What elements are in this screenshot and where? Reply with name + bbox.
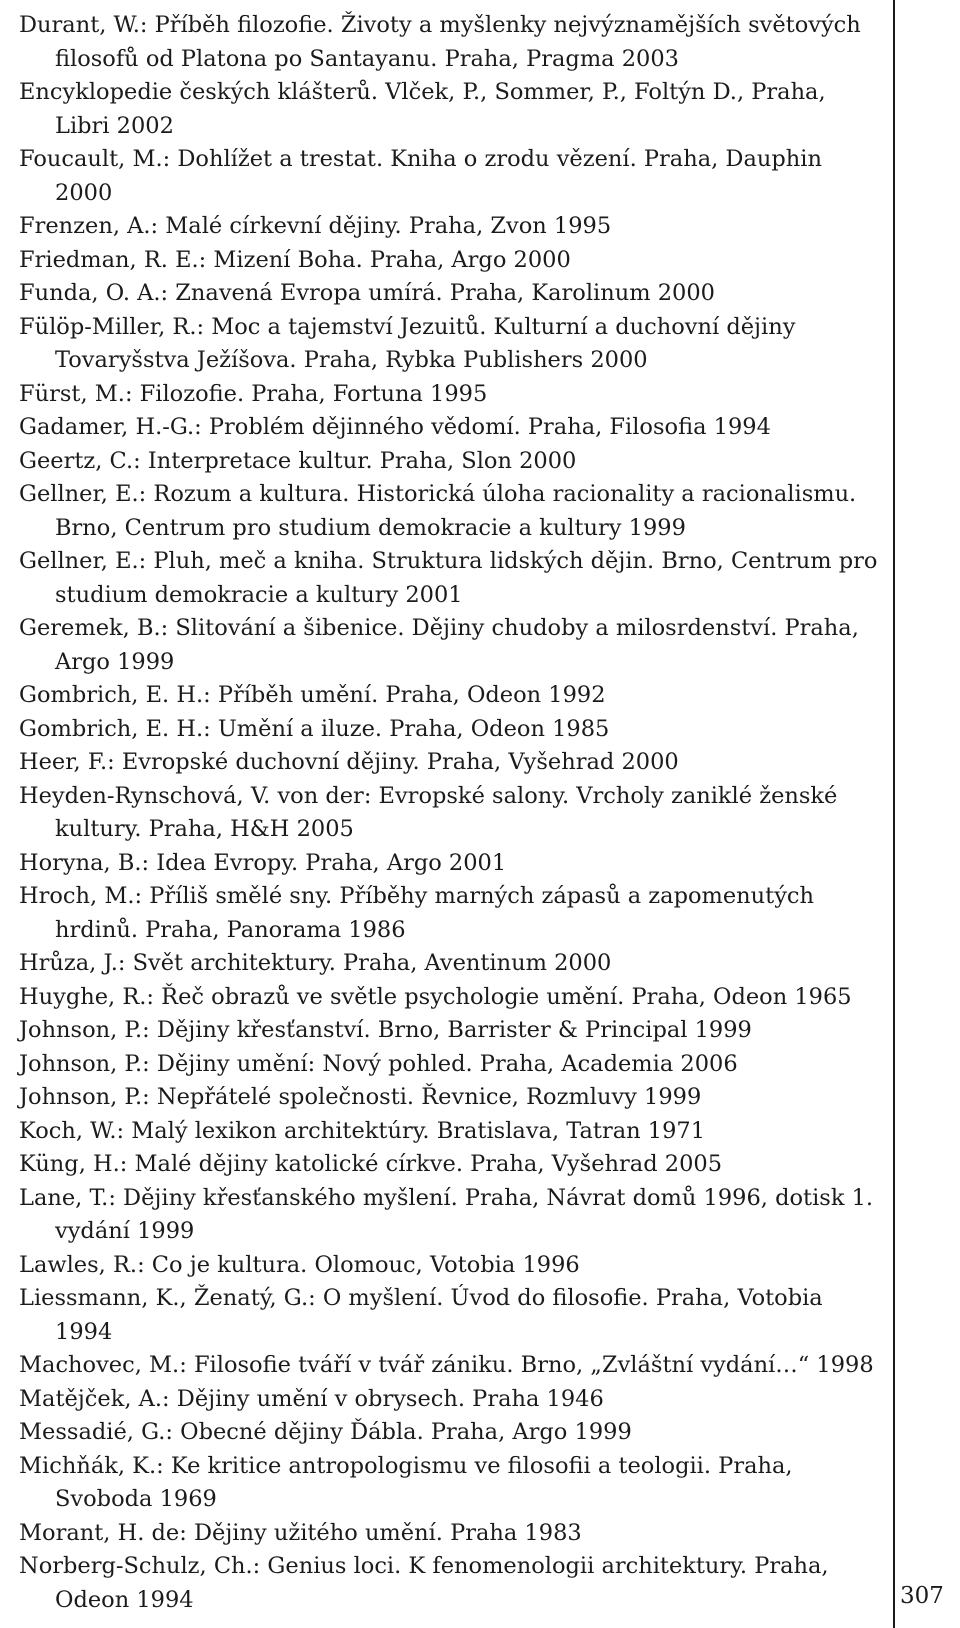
bibliography-entry: Lane, T.: Dějiny křesťanského myšlení. Praha, Návrat domů 1996, dotisk 1. vydání 1999 [19,1184,874,1244]
bibliography-entry: Koch, W.: Malý lexikon architektúry. Bratislava, Tatran 1971 [19,1117,706,1144]
margin-rule [893,0,895,1628]
bibliography-entry: Lawles, R.: Co je kultura. Olomouc, Votobia 1996 [19,1251,580,1278]
bibliography-entry: Messadié, G.: Obecné dějiny Ďábla. Praha, Argo 1999 [19,1419,632,1445]
bibliography-entry: Hroch, M.: Příliš smělé sny. Příběhy marných zápasů a zapomenutých hrdinů. Praha, Panorama 1986 [19,883,815,943]
bibliography-entry: Matějček, A.: Dějiny umění v obrysech. Praha 1946 [19,1385,604,1412]
bibliography-entry: Heer, F.: Evropské duchovní dějiny. Praha, Vyšehrad 2000 [19,749,679,775]
bibliography-entry: Johnson, P.: Nepřátelé společnosti. Řevnice, Rozmluvy 1999 [19,1084,702,1110]
bibliography-entry: Norberg-Schulz, Ch.: Genius loci. K fenomenologii architektury. Praha, Odeon 1994 [19,1553,829,1613]
bibliography-entry: Huyghe, R.: Řeč obrazů ve světle psychologie umění. Praha, Odeon 1965 [19,983,852,1010]
bibliography-entry: Friedman, R. E.: Mizení Boha. Praha, Argo 2000 [19,246,571,273]
bibliography-entry: Machovec, M.: Filosofie tváří v tvář zániku. Brno, „Zvláštní vydání…“ 1998 [19,1352,874,1378]
bibliography-entry: Encyklopedie českých klášterů. Vlček, P., Sommer, P., Foltýn D., Praha, Libri 2002 [19,79,826,139]
bibliography-entry: Michňák, K.: Ke kritice antropologismu ve filosofii a teologii. Praha, Svoboda 1969 [19,1452,793,1512]
page-number: 307 [900,1583,944,1609]
bibliography-entry: Gombrich, E. H.: Umění a iluze. Praha, Odeon 1985 [19,715,610,742]
bibliography-entry: Johnson, P.: Dějiny křesťanství. Brno, Barrister & Principal 1999 [19,1017,752,1043]
bibliography-entry: Küng, H.: Malé dějiny katolické církve. Praha, Vyšehrad 2005 [19,1151,723,1177]
bibliography-entry: Heyden-Rynschová, V. von der: Evropské salony. Vrcholy zaniklé ženské kultury. Praha, H&H 2005 [19,782,838,842]
bibliography-entry: Foucault, M.: Dohlížet a trestat. Kniha o zrodu vězení. Praha, Dauphin 2000 [19,146,822,206]
bibliography-entry: Fülöp-Miller, R.: Moc a tajemství Jezuitů. Kulturní a duchovní dějiny Tovaryšstva Ježíšova. Praha, Rybka Publishers 2000 [19,313,796,373]
bibliography-entry: Fürst, M.: Filozofie. Praha, Fortuna 1995 [19,380,488,407]
bibliography-entry: Liessmann, K., Ženatý, G.: O myšlení. Úvod do filosofie. Praha, Votobia 1994 [19,1285,823,1345]
bibliography-entry: Gadamer, H.-G.: Problém dějinného vědomí. Praha, Filosofia 1994 [19,414,771,440]
bibliography-entry: Geertz, C.: Interpretace kultur. Praha, Slon 2000 [19,447,577,474]
bibliography-entry: Morant, H. de: Dějiny užitého umění. Praha 1983 [19,1519,582,1546]
bibliography-entry: Horyna, B.: Idea Evropy. Praha, Argo 2001 [19,849,507,876]
bibliography-entry: Frenzen, A.: Malé církevní dějiny. Praha, Zvon 1995 [19,213,612,239]
bibliography-entry: Hrůza, J.: Svět architektury. Praha, Aventinum 2000 [19,950,612,976]
bibliography-list [19,9,884,1617]
bibliography-entry: Johnson, P.: Dějiny umění: Nový pohled. Praha, Academia 2006 [19,1050,738,1077]
bibliography-entry: Geremek, B.: Slitování a šibenice. Dějiny chudoby a milosrdenství. Praha, Argo 1999 [19,615,859,675]
bibliography-entry: Gellner, E.: Rozum a kultura. Historická úloha racionality a racionalismu. Brno, Centrum pro studium demokracie a kultury 1999 [19,481,857,541]
bibliography-entry: Gombrich, E. H.: Příběh umění. Praha, Odeon 1992 [19,682,606,708]
bibliography-entry: Gellner, E.: Pluh, meč a kniha. Struktura lidských dějin. Brno, Centrum pro studium demokracie a kultury 2001 [19,548,878,608]
bibliography-entry: Funda, O. A.: Znavená Evropa umírá. Praha, Karolinum 2000 [19,280,715,306]
bibliography-entry: Durant, W.: Příběh filozofie. Životy a myšlenky nejvýznamějších světových filosofů od Platona po Santayanu. Praha, Pragma 2003 [19,12,861,72]
